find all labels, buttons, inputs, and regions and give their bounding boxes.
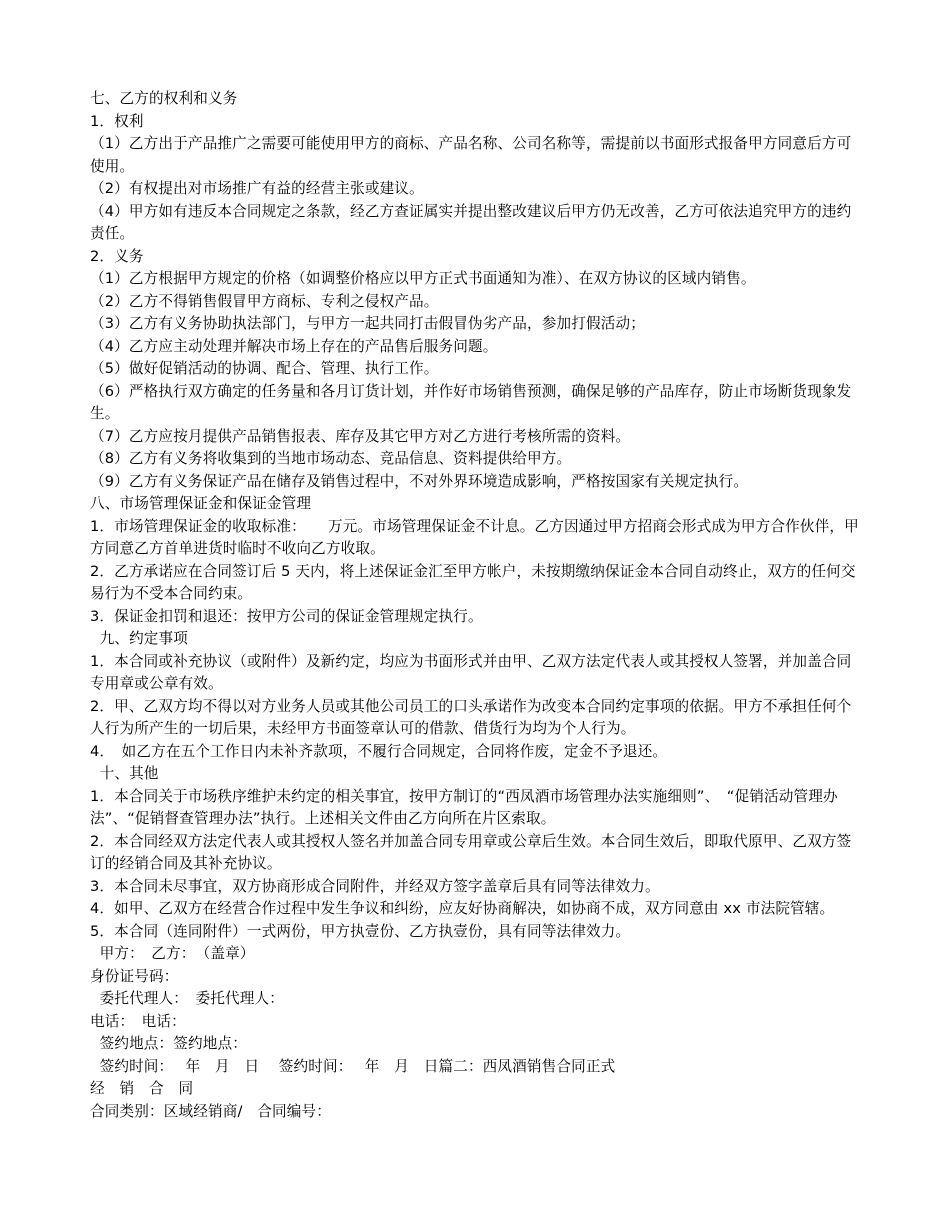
obligation-item-8: （8）乙方有义务将收集到的当地市场动态、竞品信息、资料提供给甲方。: [90, 450, 572, 467]
signing-time-line: 签约时间： 年 月 日 签约时间： 年 月 日篇二：西凤酒销售合同正式: [90, 1057, 616, 1075]
obligation-item-7: （7）乙方应按月提供产品销售报表、库存及其它甲方对乙方进行考核所需的资料。: [90, 427, 631, 445]
signature-parties: 甲方： 乙方： （盖章）: [90, 945, 255, 962]
other-item-1: 1．本合同关于市场秩序维护未约定的相关事宜，按甲方制订的“西凤酒市场管理办法实施细则”、 “促销活动管理办法”、“促销督查管理办法”执行。上述相关文件由乙方向所在片区索取。: [90, 787, 838, 827]
other-item-3: 3．本合同未尽事宜，双方协商形成合同附件，并经双方签字盖章后具有同等法律效力。: [90, 877, 660, 895]
contract-type-line: 合同类别：区域经销商/ 合同编号：: [90, 1102, 331, 1120]
rights-item-2: （2）有权提出对市场推广有益的经营主张或建议。: [90, 180, 424, 197]
section-heading-8: 八、市场管理保证金和保证金管理: [90, 495, 312, 512]
contract-document: [90, 88, 862, 1123]
obligation-item-6: （6）严格执行双方确定的任务量和各月订货计划，并作好市场销售预测，确保足够的产品库存，防止市场断货现象发生。: [90, 382, 852, 422]
obligation-item-9: （9）乙方有义务保证产品在储存及销售过程中，不对外界环境造成影响，严格按国家有关规定执行。: [90, 472, 749, 490]
other-item-2: 2．本合同经双方法定代表人或其授权人签名并加盖合同专用章或公章后生效。本合同生效后，即取代原甲、乙双方签订的经销合同及其补充协议。: [90, 832, 852, 872]
deposit-item-1: 1．市场管理保证金的收取标准： 万元。市场管理保证金不计息。乙方因通过甲方招商会形式成为甲方合作伙伴，甲方同意乙方首单进货时临时不收向乙方收取。: [90, 517, 859, 557]
obligation-item-3: （3）乙方有义务协助执法部门，与甲方一起共同打击假冒伪劣产品，参加打假活动；: [90, 315, 645, 332]
obligation-item-1: （1）乙方根据甲方规定的价格（如调整价格应以甲方正式书面通知为准）、在双方协议的区域内销售。: [90, 270, 756, 287]
agreement-item-2: 2．甲、乙双方均不得以对方业务人员或其他公司员工的口头承诺作为改变本合同约定事项的依据。甲方不承担任何个人行为所产生的一切后果，未经甲方书面签章认可的借款、借货行为均为个人行为。: [90, 697, 852, 737]
obligation-item-4: （4）乙方应主动处理并解决市场上存在的产品售后服务问题。: [90, 337, 498, 355]
section-heading-9: 九、约定事项: [90, 630, 189, 647]
rights-item-1: （1）乙方出于产品推广之需要可能使用甲方的商标、产品名称、公司名称等，需提前以书面形式报备甲方同意后方可使用。: [90, 135, 852, 175]
deposit-item-3: 3．保证金扣罚和退还：按甲方公司的保证金管理规定执行。: [90, 607, 483, 625]
subheading-obligations: 2．义务: [90, 247, 144, 265]
other-item-5: 5．本合同（连同附件）一式两份，甲方执壹份、乙方执壹份，具有同等法律效力。: [90, 922, 631, 940]
subheading-rights: 1．权利: [90, 112, 144, 130]
agreement-item-4: 4． 如乙方在五个工作日内未补齐款项，不履行合同规定，合同将作废，定金不予退还。: [90, 742, 668, 760]
id-number-line: 身份证号码：: [90, 967, 179, 985]
obligation-item-2: （2）乙方不得销售假冒甲方商标、专利之侵权产品。: [90, 292, 439, 310]
other-item-4: 4．如甲、乙双方在经营合作过程中发生争议和纠纷，应友好协商解决，如协商不成，双方同意由 xx 市法院管辖。: [90, 900, 835, 917]
signing-place-line: 签约地点：签约地点：: [90, 1035, 248, 1052]
section-heading-7: 七、乙方的权利和义务: [90, 90, 238, 107]
contract-title: 经 销 合 同: [90, 1080, 194, 1097]
rights-item-4: （4）甲方如有违反本合同规定之条款，经乙方查证属实并提出整改建议后甲方仍无改善，乙方可依法追究甲方的违约责任。: [90, 202, 852, 242]
obligation-item-5: （5）做好促销活动的协调、配合、管理、执行工作。: [90, 360, 439, 377]
agreement-item-1: 1．本合同或补充协议（或附件）及新约定，均应为书面形式并由甲、乙双方法定代表人或其授权人签署，并加盖合同专用章或公章有效。: [90, 652, 852, 692]
phone-line: 电话： 电话：: [90, 1012, 186, 1030]
section-heading-10: 十、其他: [90, 765, 159, 782]
agent-line: 委托代理人： 委托代理人：: [90, 990, 284, 1007]
deposit-item-2: 2．乙方承诺应在合同签订后 5 天内，将上述保证金汇至甲方帐户，未按期缴纳保证金本合同自动终止，双方的任何交易行为不受本合同约束。: [90, 562, 856, 602]
